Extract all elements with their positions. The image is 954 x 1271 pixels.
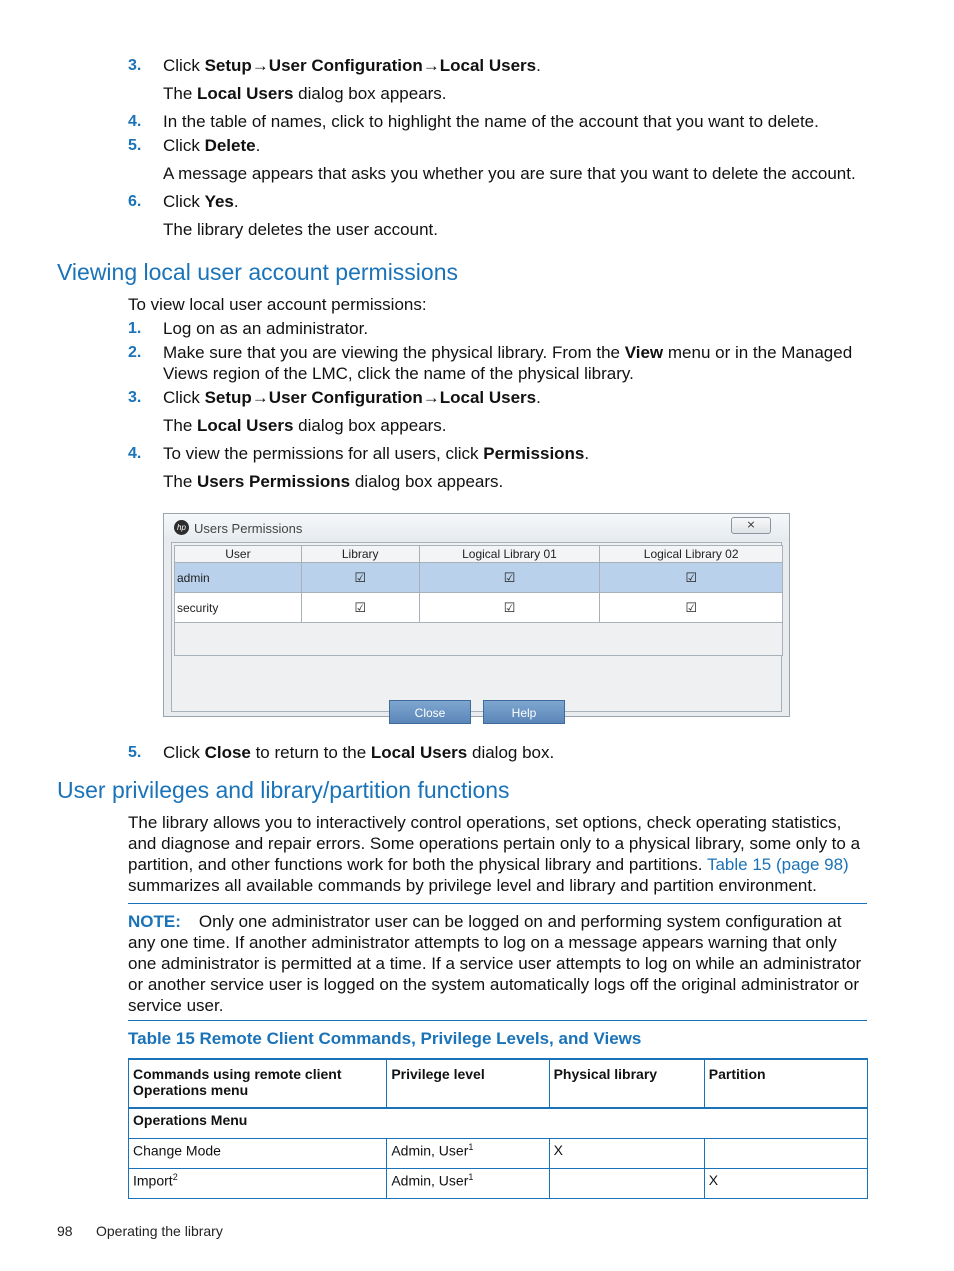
group-header: Operations Menu xyxy=(129,1108,868,1139)
step-number: 6. xyxy=(128,193,142,210)
page-number: 98 xyxy=(57,1223,73,1239)
close-button[interactable]: Close xyxy=(389,700,471,724)
step-number: 1. xyxy=(128,320,142,337)
column-header-logical-library-02[interactable]: Logical Library 02 xyxy=(600,546,783,563)
empty-row xyxy=(175,623,783,656)
users-permissions-dialog xyxy=(163,513,790,720)
table-row xyxy=(129,1169,868,1199)
step-number: 4. xyxy=(128,445,142,462)
step-subtext: A message appears that asks you whether you are sure that you want to delete the account. xyxy=(163,164,856,183)
table-row[interactable] xyxy=(175,593,783,623)
step-number: 5. xyxy=(128,137,142,154)
step-text: Log on as an administrator. xyxy=(163,319,369,338)
step-text: Make sure that you are viewing the physical library. From the View menu or in the Managed Views region of the LMC, click the name of the physical library. xyxy=(163,343,853,383)
partition-cell: X xyxy=(704,1169,867,1199)
step-text: Click Close to return to the Local Users dialog box. xyxy=(163,743,555,762)
note-text: Only one administrator user can be logged on and performing system configuration at any one time. If another administrator attempts to log on a message appears warning that only one administrator is permitted at a time. If a service user attempts to log on while an administrator or another service user is logged on the system automatically logs off the original administrator or service user. xyxy=(128,912,862,1015)
step-text: Click Setup→User Configuration→Local Users. xyxy=(163,388,541,407)
hp-logo-icon: hp xyxy=(174,520,189,535)
step-subtext: The Users Permissions dialog box appears. xyxy=(163,472,504,491)
dialog-title-bar xyxy=(164,514,789,542)
table-link[interactable]: Table 15 (page 98) xyxy=(706,855,849,874)
user-cell[interactable]: security xyxy=(175,593,302,623)
section-paragraph: The library allows you to interactively control operations, set options, check operating statistics, and diagnose and repair errors. Some operations pertain only to a physical library, some only to a partition, and other functions work for both the physical library and partitions. Table 15 (page 98) summarizes all available commands by privilege level and library and partition environment. xyxy=(128,813,861,895)
column-header: Privilege level xyxy=(387,1059,549,1108)
permission-checkbox[interactable]: ☑ xyxy=(301,563,419,593)
note-label: NOTE: xyxy=(128,912,181,931)
step-number: 3. xyxy=(128,57,142,74)
command-cell: Change Mode xyxy=(129,1139,387,1169)
note-bottom-rule xyxy=(128,1020,867,1021)
step-number: 5. xyxy=(128,744,142,761)
column-header-library[interactable]: Library xyxy=(301,546,419,563)
permission-checkbox[interactable]: ☑ xyxy=(600,563,783,593)
permission-checkbox[interactable]: ☑ xyxy=(419,593,600,623)
column-header-logical-library-01[interactable]: Logical Library 01 xyxy=(419,546,600,563)
column-header-user[interactable]: User xyxy=(175,546,302,563)
step-text: To view the permissions for all users, click Permissions. xyxy=(163,444,590,463)
step-number: 2. xyxy=(128,344,142,361)
table-row[interactable] xyxy=(175,563,783,593)
dialog-close-icon[interactable]: ⨯ xyxy=(731,517,771,534)
section-heading: Viewing local user account permissions xyxy=(57,259,458,285)
column-header: Commands using remote client Operations menu xyxy=(129,1059,387,1108)
privilege-cell: Admin, User$^1$ xyxy=(387,1139,549,1169)
step-text: Click Yes. xyxy=(163,192,239,211)
command-cell: Import$^2$ xyxy=(129,1169,387,1199)
physical-library-cell xyxy=(549,1169,704,1199)
step-number: 4. xyxy=(128,113,142,130)
permissions-grid xyxy=(174,545,783,656)
user-cell[interactable]: admin xyxy=(175,563,302,593)
section-heading: User privileges and library/partition functions xyxy=(57,777,510,803)
step-text: In the table of names, click to highlight the name of the account that you want to delete. xyxy=(163,112,819,131)
partition-cell xyxy=(704,1139,867,1169)
privilege-cell: Admin, User$^1$ xyxy=(387,1169,549,1199)
note xyxy=(128,911,868,1016)
dialog-title: Users Permissions xyxy=(194,521,303,536)
step-number: 3. xyxy=(128,389,142,406)
note-top-rule xyxy=(128,903,867,904)
permission-checkbox[interactable]: ☑ xyxy=(600,593,783,623)
step-subtext: The Local Users dialog box appears. xyxy=(163,84,447,103)
column-header: Partition xyxy=(704,1059,867,1108)
table-caption: Table 15 Remote Client Commands, Privilege Levels, and Views xyxy=(128,1029,642,1048)
table-row xyxy=(129,1139,868,1169)
dialog-body xyxy=(171,542,782,720)
permission-checkbox[interactable]: ☑ xyxy=(419,563,600,593)
commands-table xyxy=(128,1058,868,1199)
step-text: Click Delete. xyxy=(163,136,261,155)
column-header: Physical library xyxy=(549,1059,704,1108)
footer-title: Operating the library xyxy=(96,1223,223,1239)
physical-library-cell: X xyxy=(549,1139,704,1169)
help-button[interactable]: Help xyxy=(483,700,565,724)
step-subtext: The Local Users dialog box appears. xyxy=(163,416,447,435)
step-text: Click Setup→User Configuration→Local Users. xyxy=(163,56,541,75)
step-subtext: The library deletes the user account. xyxy=(163,220,438,239)
section-intro: To view local user account permissions: xyxy=(128,295,427,314)
permission-checkbox[interactable]: ☑ xyxy=(301,593,419,623)
